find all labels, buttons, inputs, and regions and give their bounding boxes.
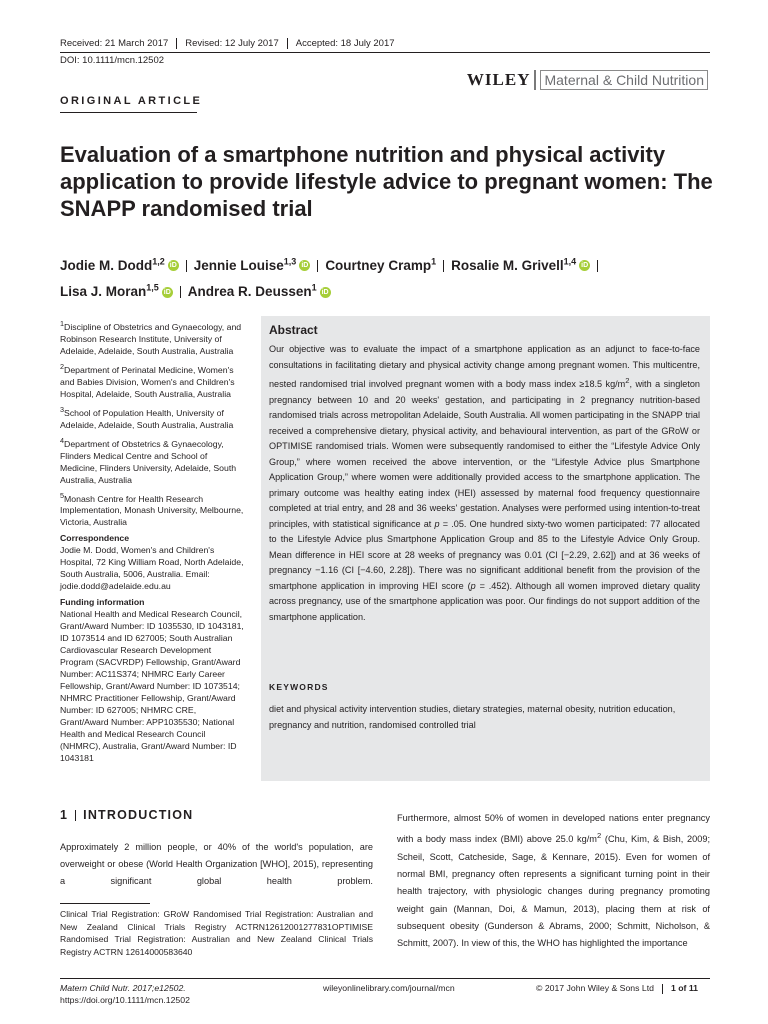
author-list xyxy=(60,250,710,303)
affiliation: $^5$Monash Centre for Health Research Implementation, Monash University, Melbourne, Victoria, Australia xyxy=(60,490,244,528)
author[interactable]: Jodie M. Dodd$^{1,2}$ iD xyxy=(60,256,177,273)
publisher-logo: WILEY xyxy=(466,70,531,89)
intro-left-column: Approximately 2 million people, or 40% of the world's population, are overweight or obese (World Health Organization [WHO], 2015), representing a significant global health problem. xyxy=(60,842,373,887)
doi[interactable]: DOI: 10.1111/mcn.12502 xyxy=(60,55,165,66)
keywords-heading: KEYWORDS xyxy=(269,682,329,692)
affiliation: $^2$Department of Perinatal Medicine, Women's and Babies Division, Women's and Children's Hospital, Adelaide, South Australia, Australia xyxy=(60,361,235,399)
article-title: Evaluation of a smartphone nutrition and physical activity application to provide lifestyle advice to pregnant women: The SNAPP randomised trial xyxy=(60,142,713,221)
journal-logo[interactable] xyxy=(467,70,708,90)
logo-divider xyxy=(534,70,536,90)
intro-right-column: Furthermore, almost 50% of women in developed nations enter pregnancy with a body mass index (BMI) above 25.0 $kg/m^2$ (Chu, Kim, & Bish, 2009; Scheil, Scott, Catcheside, Sage, & Kennare, 2015). Even for women of normal BMI, pregnancy often represents a significant turning point in their health trajectory, with physiologic changes during pregnancy promoting weight gain (Mannan, Doi, & Mamun, 2013), placing them at risk of subsequent obesity (Gunderson & Abrams, 2000; Schmitt, Nicholson, & Schmitt, 2007). In view of this, the WHO has highlighted the importance xyxy=(397,813,710,949)
correspondence-heading: Correspondence xyxy=(60,533,130,544)
abstract-box xyxy=(261,316,710,781)
page-number: 1 of 11 xyxy=(670,983,699,993)
footer-copyright: © 2017 John Wiley & Sons Ltd 1 of 11 xyxy=(536,983,699,993)
orcid-icon[interactable]: iD xyxy=(301,262,309,270)
author[interactable]: Courtney Cramp$^1$ xyxy=(325,256,437,273)
orcid-icon[interactable]: iD xyxy=(163,288,171,296)
footer-citation: Matern Child Nutr. 2017;e12502. https://doi.org/10.1111/mcn.12502 xyxy=(60,983,190,1005)
affiliation: $^4$Department of Obstetrics & Gynaecology, Flinders Medical Centre and School of Medicine, Flinders University, Adelaide, South Australia, Australia xyxy=(60,435,237,485)
funding-text: National Health and Medical Research Council, Grant/Award Number: ID 1035530, ID 1043181, ID 1073514 and ID 627005; South Australian Cardiovascular Research Development Program (SACVRDP) Fellowship, Grant/Award Number: AC11S374; NHMRC Early Career Fellowship, Grant/Award Number: ID 1073514; NHMRC Practitioner Fellowship, Grant/Award Number: ID 627005; NHMRC CRE, Grant/Award Number: APP1035530; National Health and Medical Research Council (NHMRC), Australia, Grant/Award Number: ID 1043181 xyxy=(60,609,244,764)
trial-registration: Clinical Trial Registration: GRoW Randomised Trial Registration: Australian and New Zealand Clinical Trials Registry ACTRN12612001277831OPTIMISE Randomised Trial Registration: Australian and New Zealand Clinical Trials Registry ACTRN 12614000583640 xyxy=(60,909,373,957)
affiliations-sidebar xyxy=(60,318,246,764)
journal-name: Maternal & Child Nutrition xyxy=(540,70,708,90)
abstract-heading: Abstract xyxy=(269,323,318,337)
funding-heading: Funding information xyxy=(60,597,145,608)
author[interactable]: Jennie Louise$^{1,3}$ iD xyxy=(193,256,309,273)
footer-rule xyxy=(60,978,710,979)
correspondence-text[interactable]: Jodie M. Dodd, Women's and Children's Hospital, 72 King William Road, North Adelaide, South Australia, 5006, Australia. Email: jodie.dodd@adelaide.edu.au xyxy=(60,545,244,592)
affiliation: $^1$Discipline of Obstetrics and Gynaecology, and Robinson Research Institute, University of Adelaide, Adelaide, South Australia, Australia xyxy=(60,319,242,356)
author[interactable]: Andrea R. Deussen$^1$ iD xyxy=(187,282,329,299)
orcid-icon[interactable]: iD xyxy=(581,262,589,270)
article-type-rule xyxy=(60,112,197,113)
header-rule xyxy=(60,52,710,53)
author[interactable]: Lisa J. Moran$^{1,5}$ iD xyxy=(60,282,171,299)
abstract-text: Our objective was to evaluate the impact of a smartphone application as an adjunct to face-to-face consultations in facilitating dietary and physical activity change among pregnant women. This multicentre, nested randomised trial involved pregnant women with a body mass index ≥18.5 $kg/m^2$, with a singleton pregnancy between 10 and 20 weeks' gestation, and participating in 2 pregnancy nutrition-based randomised trials across metropolitan Adelaide, South Australia. All women participating in the SNAPP trial received a comprehensive dietary, physical activity, and behavioural intervention, as part of the GRoW or OPTIMISE randomised trials. Women were subsequently randomised to either the “Lifestyle Advice Only Group,” where women received the above intervention, or the “Lifestyle Advice plus Smartphone Application Group,” where women were additionally provided access to the smartphone application. The primary outcome was healthy eating index (HEI) assessed by maternal food frequency questionnaire completed at trial entry, and 28 and 36 weeks' gestation. Analyses were performed using intention-to-treat principles, with statistical significance at p = .05. One hundred sixty-two women participated: 77 allocated to the Lifestyle Advice plus Smartphone Application Group and 85 to the Lifestyle Advice Only Group. Mean difference in HEI score at 28 weeks of pregnancy was 0.01 (CI [−2.29, 2.62]) and at 36 weeks of pregnancy −1.16 (CI [−4.60, 2.28]). There was no significant additional benefit from the provision of the smartphone application in improving HEI score (p = .452). Although all women improved dietary quality across pregnancy, use of the smartphone application was poor. Our findings do not support addition of the smartphone application. xyxy=(269,344,700,622)
received-date: Received: 21 March 2017 xyxy=(60,38,169,50)
orcid-icon[interactable]: iD xyxy=(321,288,329,296)
revised-date: Revised: 12 July 2017 xyxy=(185,38,279,50)
article-dates xyxy=(60,38,395,49)
footnote-rule xyxy=(60,903,150,904)
section-heading-introduction: 1 INTRODUCTION xyxy=(60,808,194,822)
keywords-text: diet and physical activity intervention studies, dietary strategies, maternal obesity, nutrition education, pregnancy and nutrition, randomised controlled trial xyxy=(269,704,676,730)
article-type: ORIGINAL ARTICLE xyxy=(60,95,203,107)
orcid-icon[interactable]: iD xyxy=(169,262,177,270)
footer-site-link[interactable]: wileyonlinelibrary.com/journal/mcn xyxy=(323,983,455,993)
author[interactable]: Rosalie M. Grivell$^{1,4}$ iD xyxy=(451,256,589,273)
affiliation: $^3$School of Population Health, University of Adelaide, Adelaide, South Australia, Australia xyxy=(60,404,234,430)
footer-doi-link[interactable]: https://doi.org/10.1111/mcn.12502 xyxy=(60,995,190,1005)
accepted-date: Accepted: 18 July 2017 xyxy=(295,38,395,50)
